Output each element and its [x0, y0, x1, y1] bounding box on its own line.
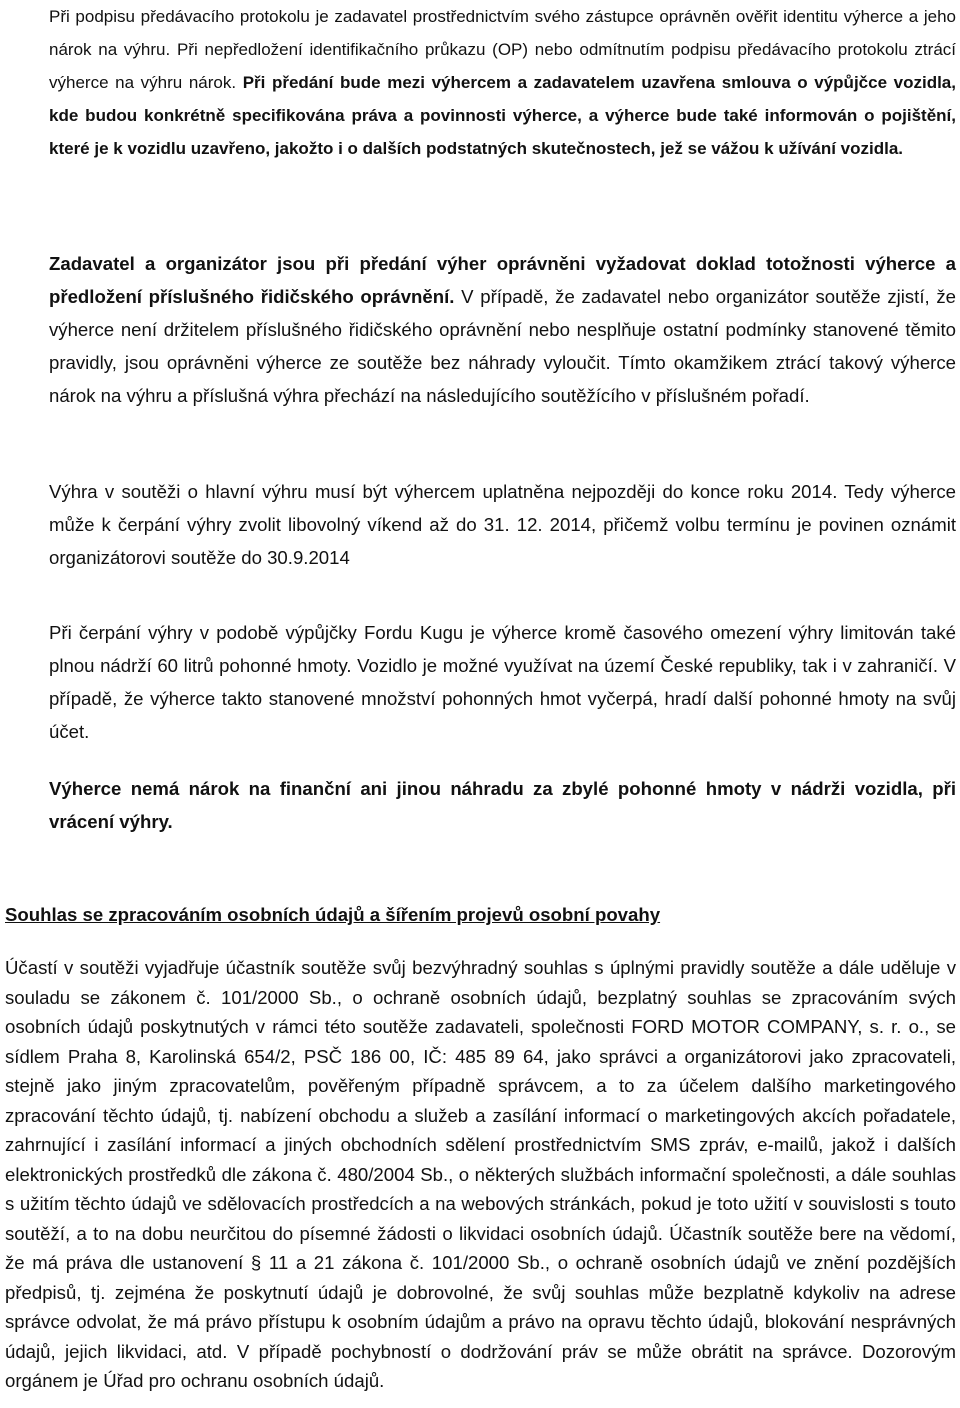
- paragraph-identity-check: [49, 247, 956, 412]
- identity-check-text: V případě, že zadavatel nebo organizátor soutěže zjistí, že výherce není držitelem příslušného řidičského oprávnění nebo nesplňuje ostatní podmínky stanovené těmito pravidly, jsou oprávněni výherce ze soutěže bez náhrady vyloučit. Tímto okamžikem ztrácí takový výherce nárok na výhru a příslušná výhra přechází na následujícího soutěžícího v příslušném pořadí.: [49, 286, 956, 406]
- identity-check-bold-text: Zadavatel a organizátor jsou při předání výher oprávněni vyžadovat doklad totožnosti výherce a předložení příslušného řidičského oprávnění.: [49, 253, 956, 307]
- paragraph-personal-data-consent: Účastí v soutěži vyjadřuje účastník soutěže svůj bezvýhradný souhlas s úplnými pravidly soutěže a dále uděluje v souladu se zákonem č. 101/2000 Sb., o ochraně osobních údajů, bezplatný souhlas se zpracováním svých osobních údajů poskytnutých v rámci této soutěže zadavateli, společnosti FORD MOTOR COMPANY, s. r. o., se sídlem Praha 8, Karolinská 654/2, PSČ 186 00, IČ: 485 89 64, jako správci a organizátorovi jako zpracovateli, stejně jako jiným zpracovatelům, pověřeným případně správcem, a to za účelem dalšího marketingového zpracování těchto údajů, tj. nabízení obchodu a služeb a zasílání informací o marketingových akcích pořadatele, zahrnující i zasílání informací a jiných obchodních sdělení prostřednictvím SMS zpráv, e-mailů, jakož i dalších elektronických prostředků dle zákona č. 480/2004 Sb., o některých službách informační společnosti, a dále souhlas s užitím těchto údajů ve sdělovacích prostředcích a na webových stránkách, pokud je toto užití v souvislosti s touto soutěží, a to na dobu neurčitou do písemné žádosti o likvidaci osobních údajů. Účastník soutěže bere na vědomí, že má práva dle ustanovení § 11 a 21 zákona č. 101/2000 Sb., o ochraně osobních údajů ve znění pozdějších předpisů, tj. zejména že poskytnutí údajů je dobrovolné, že svůj souhlas může bezplatně kdykoliv na adrese správce odvolat, že má právo přístupu k osobním údajům a právo na opravu těchto údajů, blokování nesprávných údajů, jejich likvidaci, atd. V případě pochybností o dodržování práv se může obrátit na správce. Dozorovým orgánem je Úřad pro ochranu osobních údajů.: [5, 957, 956, 1391]
- paragraph-prize-deadline: Výhra v soutěži o hlavní výhru musí být výhercem uplatněna nejpozději do konce roku 2014. Tedy výherce může k čerpání výhry zvolit libovolný víkend až do 31. 12. 2014, přičemž volbu termínu je povinen oznámit organizátorovi soutěže do 30.9.2014: [49, 481, 956, 568]
- paragraph-fuel-limit: Při čerpání výhry v podobě výpůjčky Fordu Kugu je výherce kromě časového omezení výhry limitován také plnou nádrží 60 litrů pohonné hmoty. Vozidlo je možné využívat na území České republiky, tak i v zahraničí. V případě, že výherce takto stanovené množství pohonných hmot vyčerpá, hradí další pohonné hmoty na svůj účet.: [49, 622, 956, 742]
- paragraph-no-compensation: Výherce nemá nárok na finanční ani jinou náhradu za zbylé pohonné hmoty v nádrži vozidla, při vrácení výhry.: [49, 778, 956, 832]
- section-heading-personal-data: Souhlas se zpracováním osobních údajů a šířením projevů osobní povahy: [5, 904, 661, 925]
- handover-protocol-text: Při podpisu předávacího protokolu je zadavatel prostřednictvím svého zástupce oprávněn ověřit identitu výherce a jeho nárok na výhru. Při nepředložení identifikačního průkazu (OP) nebo odmítnutím podpisu předávacího protokolu ztrácí výherce na výhru nárok.: [49, 7, 956, 92]
- paragraph-handover-protocol: [49, 0, 956, 165]
- loan-contract-text: Při předání bude mezi výhercem a zadavatelem uzavřena smlouva o výpůjčce vozidla, kde budou konkrétně specifikována práva a povinnosti výherce, a výherce bude také informován o pojištění, které je k vozidlu uzavřeno, jakožto i o dalších podstatných skutečnostech, jež se vážou k užívání vozidla.: [49, 73, 956, 158]
